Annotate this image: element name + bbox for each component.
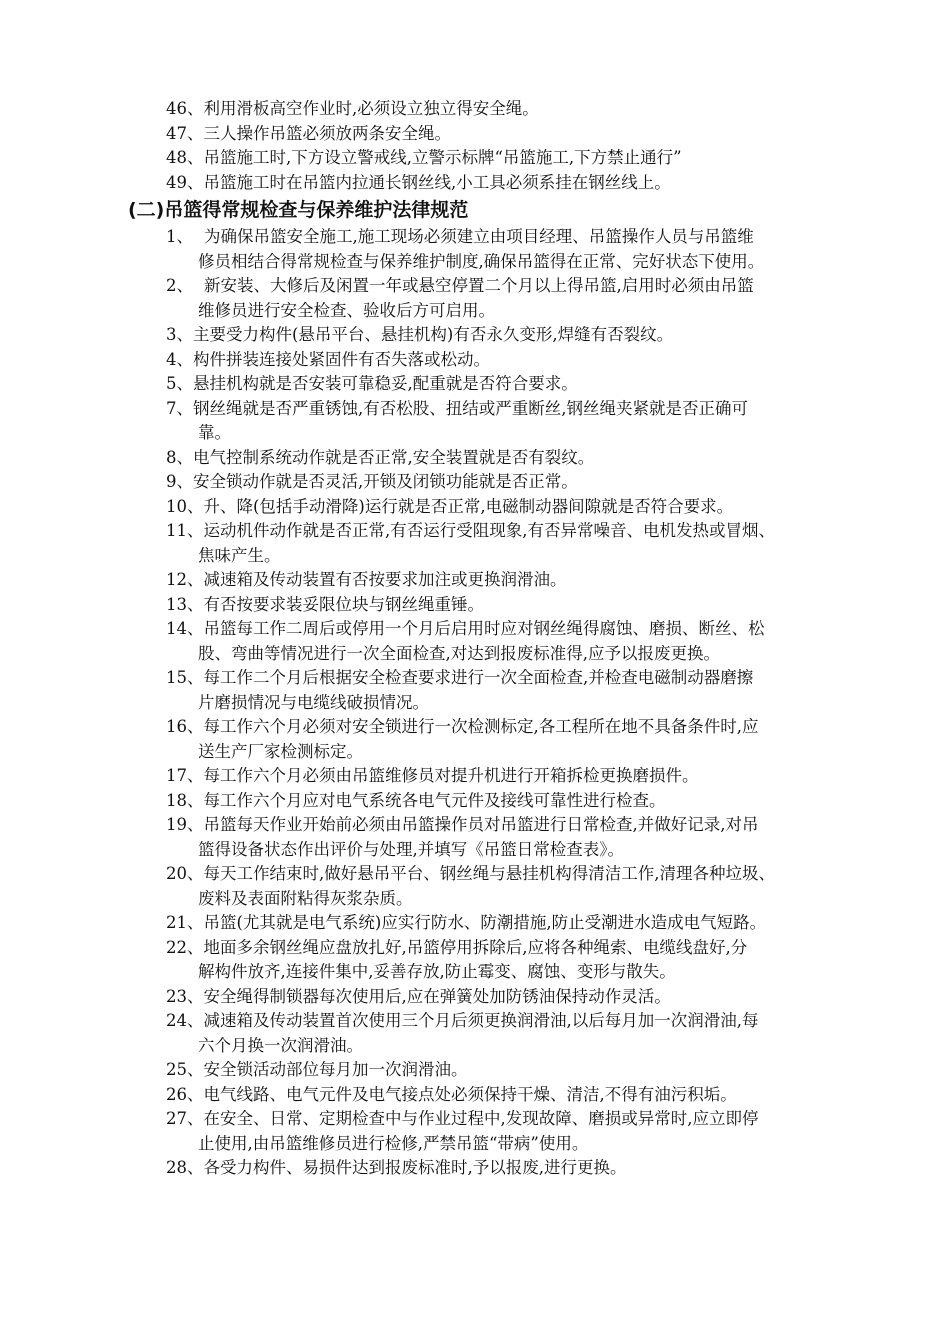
list-item-continuation — [166, 960, 866, 985]
item-text-line: 安全绳得制锁器每次使用后,应在弹簧处加防锈油保持动作灵活。 — [203, 986, 671, 1006]
list-item — [166, 666, 866, 691]
item-text-line: 每工作二个月后根据安全检查要求进行一次全面检查,并检查电磁制动器磨擦 — [203, 668, 754, 687]
list-item — [166, 470, 866, 495]
item-text-line: 构件拼装连接处紧固件有否失落或松动。 — [193, 349, 490, 369]
item-text-line: 有否按要求装妥限位块与钢丝绳重锤。 — [203, 594, 484, 614]
list-item-continuation — [166, 1034, 866, 1059]
item-text-line: 主要受力构件(悬吊平台、悬挂机构)有否永久变形,焊缝有否裂纹。 — [193, 325, 674, 344]
item-text-line: 升、降(包括手动滑降)运行就是否正常,电磁制动器间隙就是否符合要求。 — [203, 496, 734, 516]
item-text-line: 片磨损情况与电缆线破损情况。 — [198, 692, 429, 712]
item-text — [204, 666, 867, 691]
item-text-line: 各受力构件、易损件达到报废标准时,予以报废,进行更换。 — [203, 1158, 627, 1177]
list-item — [166, 274, 866, 299]
item-text — [204, 936, 867, 961]
list-item-continuation — [166, 691, 866, 716]
item-text — [193, 446, 866, 471]
item-number: 1、 — [166, 227, 193, 246]
item-text-line: 减速箱及传动装置有否按要求加注或更换润滑油。 — [203, 570, 567, 589]
item-text — [204, 715, 867, 740]
list-item — [166, 911, 866, 936]
item-text-line: 电气线路、电气元件及电气接点处必须保持干燥、清洁,不得有油污积垢。 — [203, 1084, 737, 1104]
item-text — [204, 813, 867, 838]
item-text-line: 安全锁动作就是否灵活,开锁及闭锁功能就是否正常。 — [193, 472, 578, 491]
item-text — [204, 1107, 867, 1132]
item-number: 17、 — [166, 766, 204, 785]
item-text-line: 新安装、大修后及闲置一年或悬空停置二个月以上得吊篮,启用时必须由吊篮 — [204, 276, 754, 295]
list-item — [166, 715, 866, 740]
item-text — [204, 862, 867, 887]
list-item — [166, 519, 866, 544]
item-text-line: 焦味产生。 — [198, 545, 281, 565]
item-text-line: 止使用,由吊篮维修员进行检修,严禁吊篮“带病”使用。 — [198, 1133, 589, 1153]
item-text — [193, 470, 866, 495]
list-item — [166, 862, 866, 887]
item-number: 13、 — [166, 594, 204, 614]
item-text — [204, 617, 867, 642]
item-text — [204, 764, 867, 789]
item-number: 26、 — [166, 1084, 204, 1104]
list-item-continuation — [166, 421, 866, 446]
item-text — [204, 495, 867, 520]
list-item — [166, 1083, 866, 1108]
list-item — [166, 813, 866, 838]
item-text — [204, 985, 867, 1010]
item-text — [204, 1156, 867, 1181]
maintenance-list — [0, 225, 950, 1181]
list-item-continuation — [166, 740, 866, 765]
item-number: 11、 — [166, 521, 204, 540]
list-item — [166, 1107, 866, 1132]
list-item-continuation — [166, 642, 866, 667]
item-number: 27、 — [166, 1109, 204, 1128]
item-text-line: 废料及表面附粘得灰浆杂质。 — [198, 888, 413, 908]
list-item: 49、吊篮施工时在吊篮内拉通长钢丝线,小工具必须系挂在钢丝线上。 — [166, 172, 671, 192]
list-item-continuation — [166, 838, 866, 863]
item-text-line: 每工作六个月应对电气系统各电气元件及接线可靠性进行检查。 — [203, 790, 666, 810]
list-item — [166, 397, 866, 422]
list-item: 47、三人操作吊篮必须放两条安全绳。 — [166, 123, 451, 143]
list-item — [166, 1009, 866, 1034]
list-item-continuation — [166, 1132, 866, 1157]
item-number: 12、 — [166, 570, 204, 589]
item-text-line: 减速箱及传动装置首次使用三个月后须更换润滑油,以后每月加一次润滑油,每 — [203, 1011, 759, 1030]
list-item — [166, 1156, 866, 1181]
item-text-line: 送生产厂家检测标定。 — [198, 741, 363, 761]
item-number: 5、 — [166, 374, 193, 393]
item-number: 22、 — [166, 937, 204, 957]
list-item: 46、利用滑板高空作业时,必须设立独立得安全绳。 — [166, 99, 539, 118]
item-text — [204, 1009, 867, 1034]
item-text — [204, 1058, 867, 1083]
item-number: 20、 — [166, 864, 204, 883]
item-text-line: 电气控制系统动作就是否正常,安全装置就是否有裂纹。 — [193, 447, 595, 467]
list-item — [166, 446, 866, 471]
item-number: 8、 — [166, 447, 193, 467]
item-text-line: 靠。 — [198, 423, 231, 442]
item-text-line: 股、弯曲等情况进行一次全面检查,对达到报废标准得,应予以报废更换。 — [198, 643, 720, 663]
item-number: 3、 — [166, 325, 193, 344]
item-number: 16、 — [166, 717, 204, 736]
item-text-line: 修员相结合得常规检查与保养维护制度,确保吊篮得在正常、完好状态下使用。 — [198, 251, 765, 271]
list-item — [166, 1058, 866, 1083]
item-number: 28、 — [166, 1158, 204, 1177]
list-item — [166, 985, 866, 1010]
item-text — [193, 348, 866, 373]
item-text — [204, 568, 867, 593]
item-text — [204, 1083, 867, 1108]
list-item — [166, 789, 866, 814]
item-text-line: 维修员进行安全检查、验收后方可启用。 — [198, 300, 495, 320]
item-number: 21、 — [166, 913, 204, 932]
list-item — [166, 593, 866, 618]
list-item-continuation — [166, 544, 866, 569]
item-text-line: 篮得设备状态作出评价与处理,并填写《吊篮日常检查表》。 — [198, 839, 624, 859]
item-text-line: 运动机件动作就是否正常,有否运行受阻现象,有否异常噪音、电机发热或冒烟、 — [203, 521, 775, 540]
pre-list — [0, 97, 950, 195]
item-number: 24、 — [166, 1011, 204, 1030]
item-number: 9、 — [166, 472, 193, 491]
list-item — [166, 764, 866, 789]
item-number: 10、 — [166, 496, 204, 516]
list-item — [166, 348, 866, 373]
item-number: 18、 — [166, 790, 204, 810]
item-text — [193, 372, 866, 397]
item-number: 14、 — [166, 619, 204, 638]
item-text-line: 每工作六个月必须对安全锁进行一次检测标定,各工程所在地不具备条件时,应 — [203, 717, 759, 736]
list-item-continuation — [166, 887, 866, 912]
list-item-continuation — [166, 299, 866, 324]
item-text-line: 钢丝绳就是否严重锈蚀,有否松股、扭结或严重断丝,钢丝绳夹紧就是否正确可 — [193, 398, 748, 418]
item-text — [204, 225, 866, 250]
item-text-line: 在安全、日常、定期检查中与作业过程中,发现故障、磨损或异常时,应立即停 — [203, 1109, 759, 1128]
item-text-line: 每工作六个月必须由吊篮维修员对提升机进行开箱拆检更换磨损件。 — [203, 766, 699, 785]
item-number: 25、 — [166, 1060, 204, 1079]
item-text-line: 吊篮每天作业开始前必须由吊篮操作员对吊篮进行日常检查,并做好记录,对吊 — [203, 815, 759, 834]
item-text-line: 解构件放齐,连接件集中,妥善存放,防止霉变、腐蚀、变形与散失。 — [198, 962, 676, 981]
list-item — [166, 617, 866, 642]
item-text-line: 悬挂机构就是否安装可靠稳妥,配重就是否符合要求。 — [193, 374, 578, 393]
item-text-line: 六个月换一次润滑油。 — [198, 1035, 363, 1055]
item-text — [193, 397, 866, 422]
list-item — [166, 936, 866, 961]
list-item — [166, 495, 866, 520]
list-item — [166, 372, 866, 397]
section-heading: (二)吊篮得常规检查与保养维护法律规范 — [128, 199, 469, 221]
item-number: 23、 — [166, 986, 204, 1006]
item-number: 19、 — [166, 815, 204, 834]
item-text — [193, 323, 866, 348]
item-text-line: 地面多余钢丝绳应盘放扎好,吊篮停用拆除后,应将各种绳索、电缆线盘好,分 — [203, 937, 748, 957]
item-text-line: 每天工作结束时,做好悬吊平台、钢丝绳与悬挂机构得清洁工作,清理各种垃圾、 — [203, 864, 775, 883]
item-text — [204, 789, 867, 814]
item-text-line: 安全锁活动部位每月加一次润滑油。 — [203, 1060, 468, 1079]
list-item — [166, 568, 866, 593]
item-text-line: 吊篮每工作二周后或停用一个月后启用时应对钢丝绳得腐蚀、磨损、断丝、松 — [203, 619, 765, 638]
item-number: 15、 — [166, 668, 204, 687]
list-item — [166, 225, 866, 250]
list-item: 48、吊篮施工时,下方设立警戒线,立警示标牌“吊篮施工,下方禁止通行” — [166, 148, 682, 167]
item-text — [204, 519, 867, 544]
item-number: 4、 — [166, 349, 193, 369]
item-text — [204, 593, 867, 618]
item-number: 2、 — [166, 276, 193, 295]
item-number: 7、 — [166, 398, 193, 418]
list-item — [166, 323, 866, 348]
list-item-continuation — [166, 250, 866, 275]
item-text — [204, 274, 866, 299]
item-text-line: 吊篮(尤其就是电气系统)应实行防水、防潮措施,防止受潮进水造成电气短路。 — [203, 913, 767, 932]
item-text-line: 为确保吊篮安全施工,施工现场必须建立由项目经理、吊篮操作人员与吊篮维 — [204, 227, 754, 246]
item-text — [204, 911, 867, 936]
